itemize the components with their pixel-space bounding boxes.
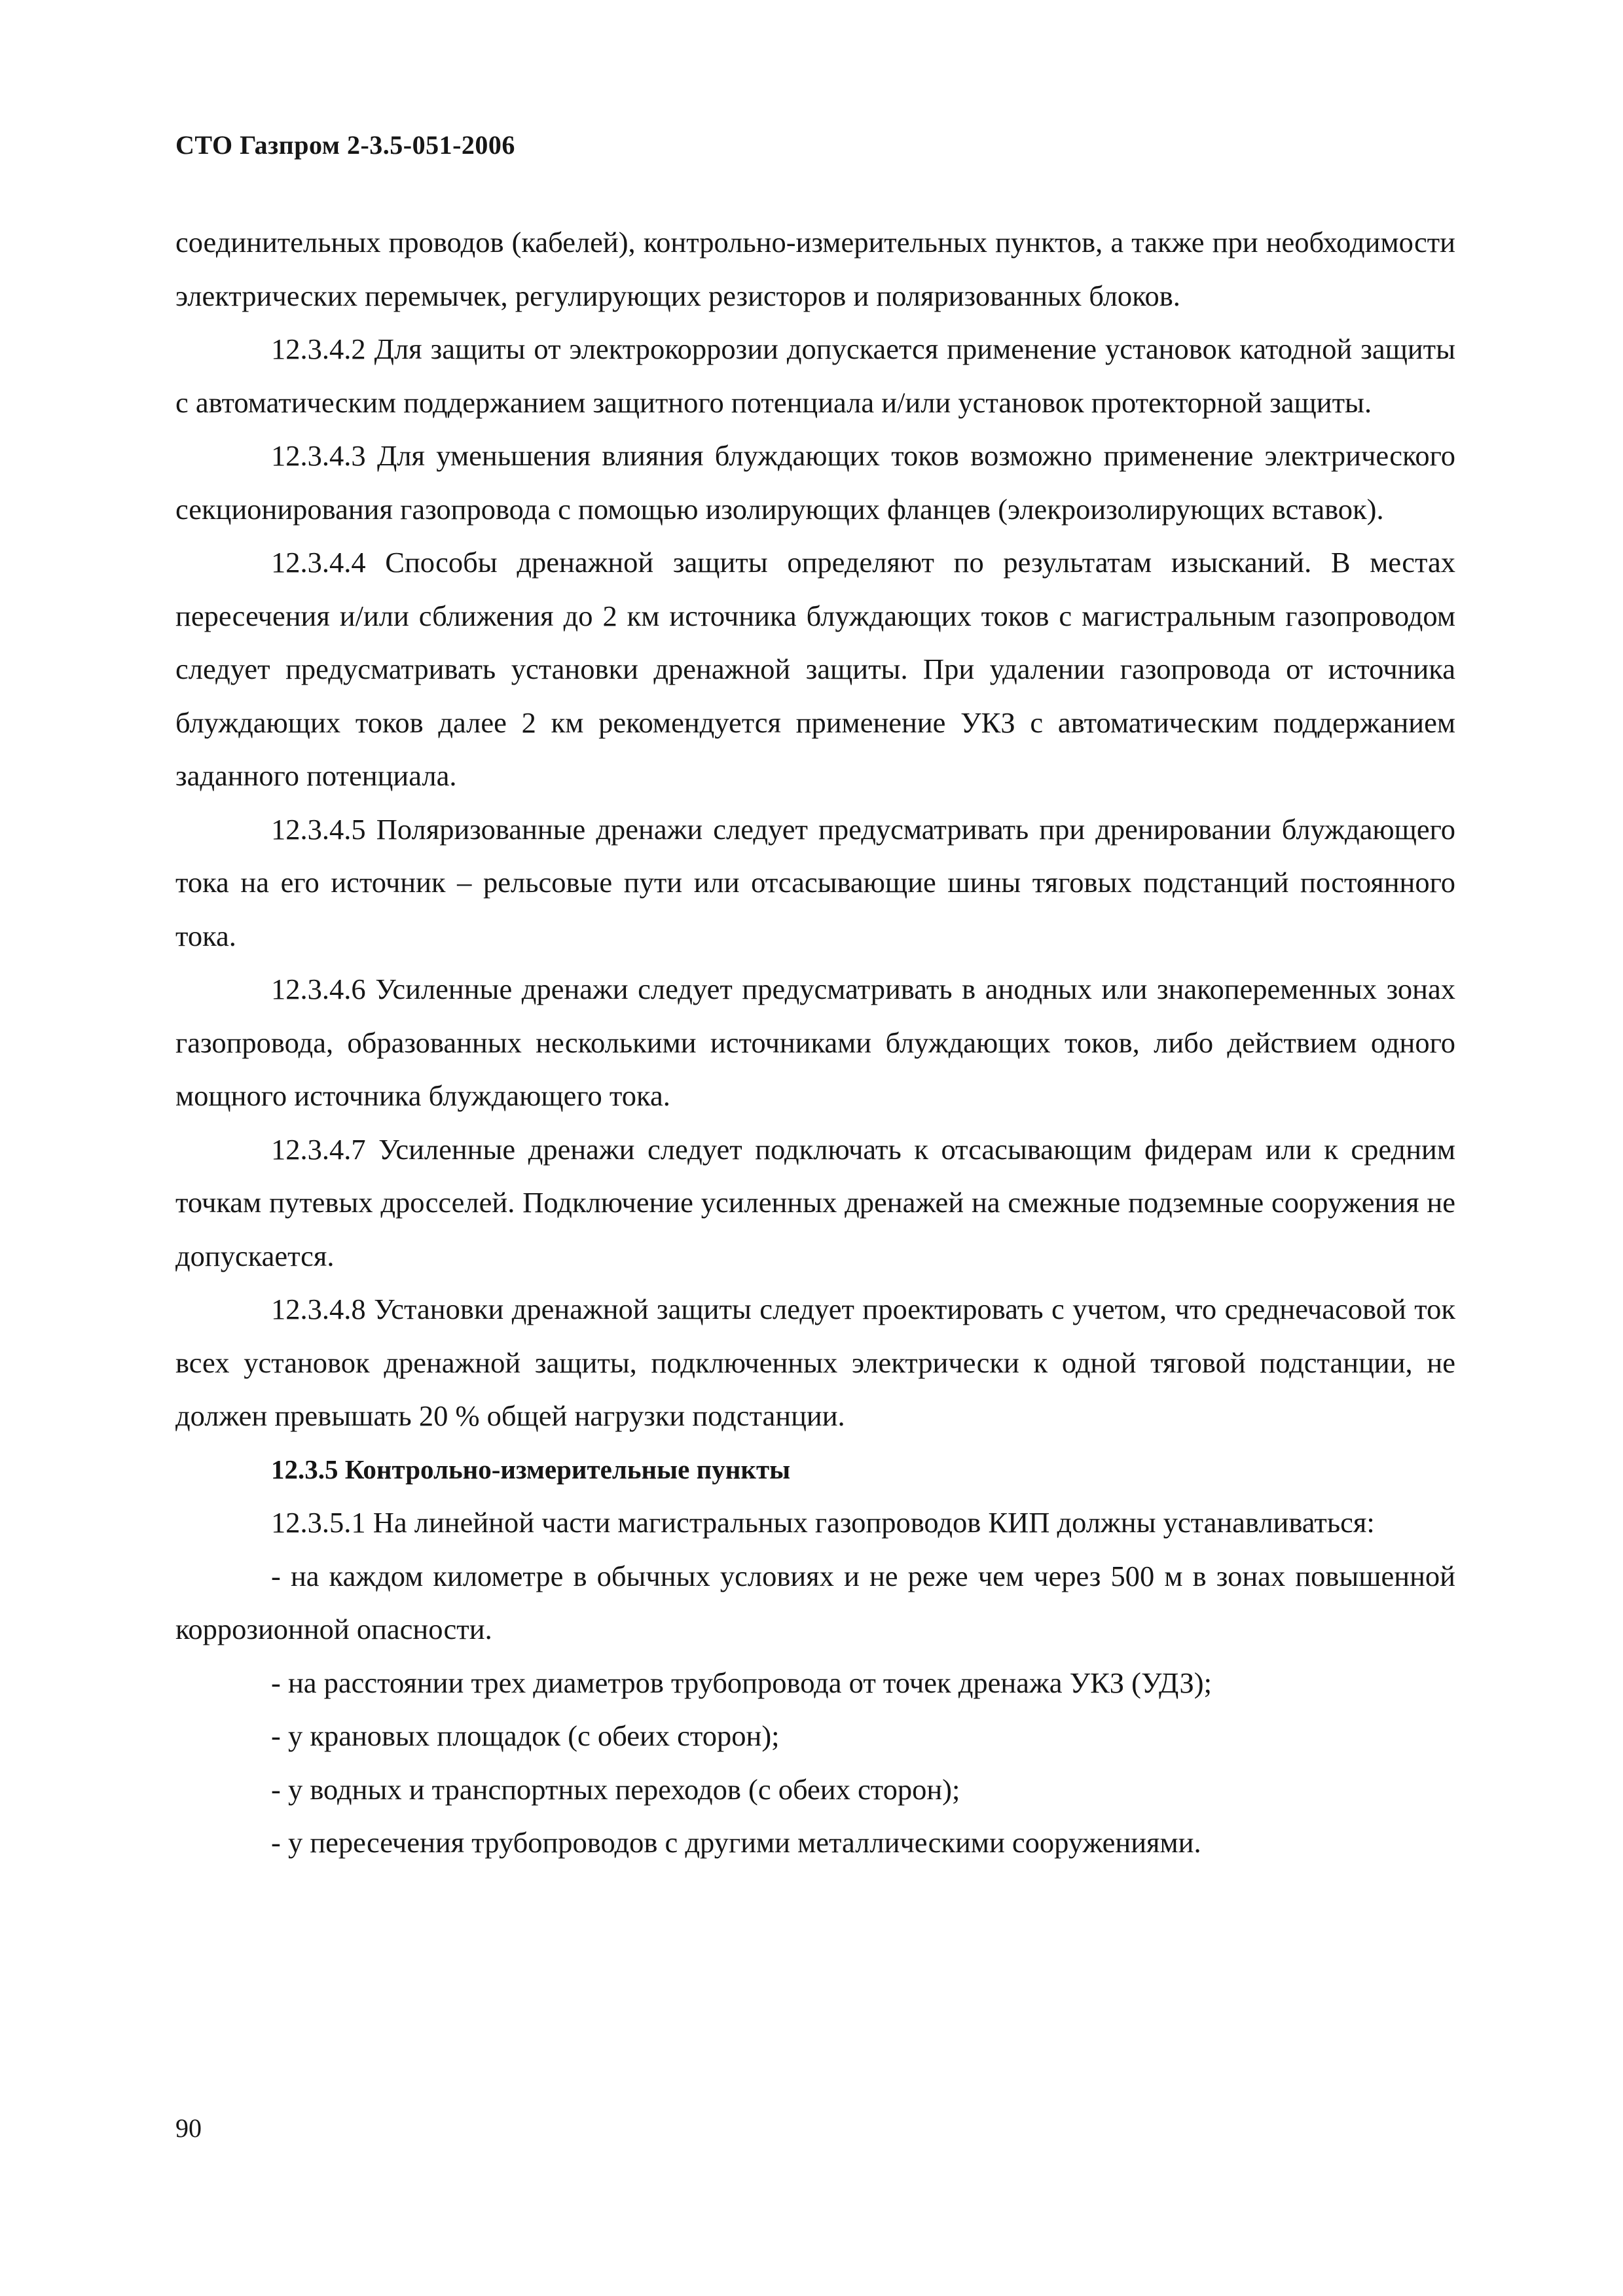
paragraph-12-3-4-8: 12.3.4.8 Установки дренажной защиты следует проектировать с учетом, что среднечасовой ток всех установок дренажной защиты, подключенных электрически к одной тяговой подстанции, не должен превышать 20 % общей нагрузки подстанции. (175, 1293, 1455, 1432)
list-item: - у крановых площадок (с обеих сторон); (271, 1719, 780, 1752)
list-item: - у водных и транспортных переходов (с обеих сторон); (271, 1772, 960, 1806)
paragraph-12-3-4-3: 12.3.4.3 Для уменьшения влияния блуждающих токов возможно применение электрического секционирования газопровода с помощью изолирующих фланцев (элекроизолирующих вставок). (175, 439, 1455, 526)
body-text (175, 216, 1455, 1870)
paragraph-continuation: соединительных проводов (кабелей), контрольно-измерительных пунктов, а также при необходимости электрических перемычек, регулирующих резисторов и поляризованных блоков. (175, 226, 1455, 312)
list-item: - на расстоянии трех диаметров трубопровода от точек дренажа УКЗ (УДЗ); (271, 1666, 1212, 1699)
paragraph-12-3-4-2: 12.3.4.2 Для защиты от электрокоррозии допускается применение установок катодной защиты с автоматическим поддержанием защитного потенциала и/или установок протекторной защиты. (175, 332, 1455, 419)
paragraph-12-3-4-5: 12.3.4.5 Поляризованные дренажи следует предусматривать при дренировании блуждающего тока на его источник – рельсовые пути или отсасывающие шины тяговых подстанций постоянного тока. (175, 812, 1455, 952)
page-number: 90 (175, 2113, 202, 2143)
list-item: - на каждом километре в обычных условиях и не реже чем через 500 м в зонах повышенной коррозионной опасности. (175, 1559, 1455, 1645)
document-header: СТО Газпром 2-3.5-051-2006 (175, 130, 515, 160)
paragraph-12-3-4-7: 12.3.4.7 Усиленные дренажи следует подключать к отсасывающим фидерам или к средним точкам путевых дросселей. Подключение усиленных дренажей на смежные подземные сооружения не допускается. (175, 1132, 1455, 1272)
paragraph-12-3-4-4: 12.3.4.4 Способы дренажной защиты определяют по результатам изысканий. В местах пересечения и/или сближения до 2 км источника блуждающих токов с магистральным газопроводом следует предусматривать установки дренажной защиты. При удалении газопровода от источника блуждающих токов далее 2 км рекомендуется применение УКЗ с автоматическим поддержанием заданного потенциала. (175, 546, 1455, 792)
paragraph-12-3-5-1: 12.3.5.1 На линейной части магистральных газопроводов КИП должны устанавливаться: (271, 1506, 1375, 1539)
paragraph-12-3-4-6: 12.3.4.6 Усиленные дренажи следует предусматривать в анодных или знакопеременных зонах газопровода, образованных несколькими источниками блуждающих токов, либо действием одного мощного источника блуждающего тока. (175, 973, 1455, 1112)
section-heading: 12.3.5 Контрольно-измерительные пункты (271, 1454, 791, 1484)
list-item: - у пересечения трубопроводов с другими металлическими сооружениями. (271, 1826, 1201, 1859)
